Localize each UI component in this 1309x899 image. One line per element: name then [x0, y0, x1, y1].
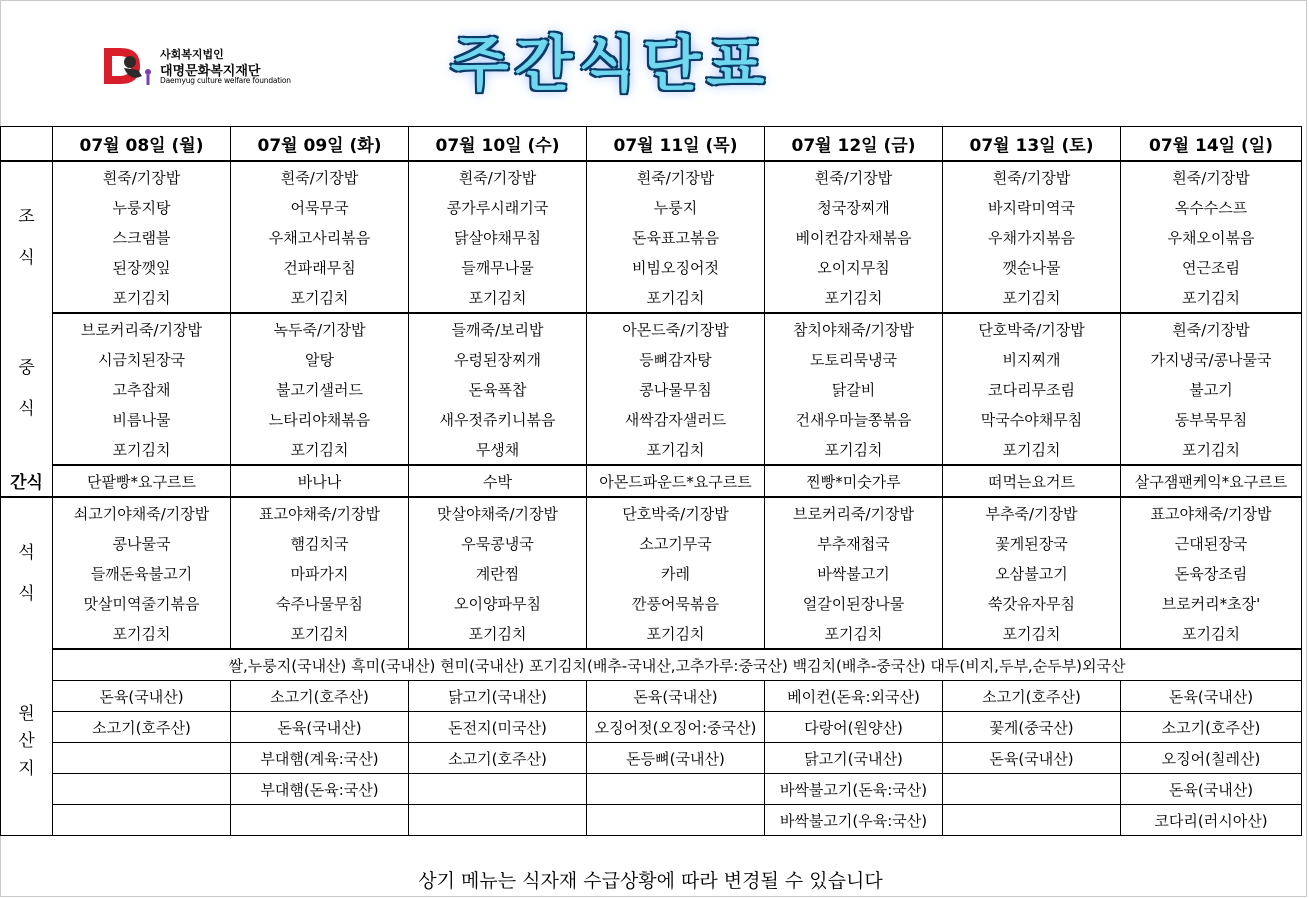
day-header: 07월 12일 (금) — [765, 127, 943, 162]
lunch-dish: 녹두죽/기장밥 — [231, 313, 409, 344]
origin-item: 베이컨(돈육:외국산) — [765, 681, 943, 712]
page-title: 주간식단표 — [450, 30, 771, 100]
weekly-menu-table — [0, 126, 1302, 836]
lunch-dish: 건새우마늘쫑볶음 — [765, 404, 943, 434]
breakfast-dish: 포기김치 — [409, 282, 587, 313]
logo-line1: 사회복지법인 — [160, 48, 224, 61]
breakfast-row — [1, 192, 1302, 222]
dinner-dish: 브로커리죽/기장밥 — [765, 497, 943, 528]
origin-item — [231, 805, 409, 836]
lunch-row — [1, 313, 1302, 344]
lunch-dish: 참치야채죽/기장밥 — [765, 313, 943, 344]
snack-label: 간식 — [1, 465, 53, 497]
breakfast-dish: 흰죽/기장밥 — [231, 161, 409, 192]
breakfast-dish: 포기김치 — [53, 282, 231, 313]
dinner-dish: 포기김치 — [765, 618, 943, 649]
logo-line3: Daemyug culture welfare foundation — [160, 76, 291, 85]
day-header: 07월 09일 (화) — [231, 127, 409, 162]
origin-item: 코다리(러시아산) — [1121, 805, 1302, 836]
breakfast-dish: 스크램블 — [53, 222, 231, 252]
breakfast-dish: 우채가지볶음 — [943, 222, 1121, 252]
origin-item: 돈전지(미국산) — [409, 712, 587, 743]
origin-item — [943, 805, 1121, 836]
dinner-dish: 들깨돈육불고기 — [53, 558, 231, 588]
origin-row — [1, 681, 1302, 712]
breakfast-dish: 청국장찌개 — [765, 192, 943, 222]
lunch-label — [1, 313, 53, 465]
breakfast-dish: 된장깻잎 — [53, 252, 231, 282]
origin-row — [1, 743, 1302, 774]
lunch-dish: 가지냉국/콩나물국 — [1121, 344, 1302, 374]
origin-item — [53, 774, 231, 805]
breakfast-row — [1, 282, 1302, 313]
breakfast-dish: 건파래무침 — [231, 252, 409, 282]
lunch-dish: 포기김치 — [587, 434, 765, 465]
lunch-dish: 돈육폭찹 — [409, 374, 587, 404]
foundation-logo-icon — [100, 42, 158, 88]
breakfast-row — [1, 161, 1302, 192]
origin-label-char: 지 — [18, 758, 35, 779]
dinner-dish: 부추재첩국 — [765, 528, 943, 558]
dinner-dish: 포기김치 — [231, 618, 409, 649]
lunch-dish: 불고기샐러드 — [231, 374, 409, 404]
lunch-row — [1, 374, 1302, 404]
origin-item: 소고기(호주산) — [943, 681, 1121, 712]
dinner-dish: 꽃게된장국 — [943, 528, 1121, 558]
lunch-dish: 포기김치 — [53, 434, 231, 465]
lunch-dish: 비름나물 — [53, 404, 231, 434]
snack-item: 찐빵*미숫가루 — [765, 465, 943, 497]
lunch-dish: 막국수야채무침 — [943, 404, 1121, 434]
lunch-dish: 아몬드죽/기장밥 — [587, 313, 765, 344]
breakfast-dish: 바지락미역국 — [943, 192, 1121, 222]
dinner-dish: 오삼불고기 — [943, 558, 1121, 588]
origin-item: 돈육(국내산) — [231, 712, 409, 743]
lunch-dish: 들깨죽/보리밥 — [409, 313, 587, 344]
lunch-dish: 알탕 — [231, 344, 409, 374]
breakfast-dish: 옥수수스프 — [1121, 192, 1302, 222]
breakfast-dish: 포기김치 — [231, 282, 409, 313]
breakfast-dish: 콩가루시래기국 — [409, 192, 587, 222]
dinner-dish: 깐풍어묵볶음 — [587, 588, 765, 618]
breakfast-dish: 포기김치 — [1121, 282, 1302, 313]
dinner-dish: 포기김치 — [943, 618, 1121, 649]
dinner-dish: 맛살미역줄기볶음 — [53, 588, 231, 618]
breakfast-dish: 포기김치 — [943, 282, 1121, 313]
origin-item: 소고기(호주산) — [1121, 712, 1302, 743]
lunch-dish: 코다리무조림 — [943, 374, 1121, 404]
snack-item: 아몬드파운드*요구르트 — [587, 465, 765, 497]
lunch-dish: 새우젓쥬키니볶음 — [409, 404, 587, 434]
origin-item: 오징어(칠레산) — [1121, 743, 1302, 774]
breakfast-dish: 어묵무국 — [231, 192, 409, 222]
breakfast-label — [1, 161, 53, 313]
corner-cell — [1, 127, 53, 162]
breakfast-dish: 연근조림 — [1121, 252, 1302, 282]
dinner-dish: 오이양파무침 — [409, 588, 587, 618]
dinner-dish: 쑥갓유자무침 — [943, 588, 1121, 618]
breakfast-label-top: 조 — [18, 206, 35, 227]
breakfast-dish: 흰죽/기장밥 — [943, 161, 1121, 192]
breakfast-dish: 오이지무침 — [765, 252, 943, 282]
dinner-dish: 맛살야채죽/기장밥 — [409, 497, 587, 528]
origin-item: 소고기(호주산) — [231, 681, 409, 712]
origin-item: 돈육(국내산) — [53, 681, 231, 712]
dinner-dish: 마파가지 — [231, 558, 409, 588]
origin-item — [53, 805, 231, 836]
breakfast-dish: 포기김치 — [587, 282, 765, 313]
lunch-dish: 비지찌개 — [943, 344, 1121, 374]
dinner-dish: 콩나물국 — [53, 528, 231, 558]
lunch-dish: 시금치된장국 — [53, 344, 231, 374]
lunch-dish: 고추잡채 — [53, 374, 231, 404]
dinner-row — [1, 558, 1302, 588]
origin-summary: 쌀,누룽지(국내산) 흑미(국내산) 현미(국내산) 포기김치(배추-국내산,고추가루:중국산) 백김치(배추-중국산) 대두(비지,두부,순두부)외국산 — [53, 649, 1302, 681]
snack-item: 떠먹는요거트 — [943, 465, 1121, 497]
lunch-dish: 포기김치 — [943, 434, 1121, 465]
dinner-dish: 얼갈이된장나물 — [765, 588, 943, 618]
day-header: 07월 14일 (일) — [1121, 127, 1302, 162]
lunch-dish: 닭갈비 — [765, 374, 943, 404]
day-header: 07월 11일 (목) — [587, 127, 765, 162]
logo-line2: 대명문화복지재단 — [160, 64, 261, 79]
lunch-row — [1, 404, 1302, 434]
dinner-dish: 우묵콩냉국 — [409, 528, 587, 558]
origin-item — [587, 805, 765, 836]
origin-row — [1, 774, 1302, 805]
breakfast-dish: 포기김치 — [765, 282, 943, 313]
snack-item: 단팥빵*요구르트 — [53, 465, 231, 497]
origin-item — [409, 805, 587, 836]
snack-item: 바나나 — [231, 465, 409, 497]
dinner-label-top: 석 — [18, 542, 35, 563]
breakfast-dish: 흰죽/기장밥 — [587, 161, 765, 192]
breakfast-row — [1, 252, 1302, 282]
breakfast-dish: 흰죽/기장밥 — [1121, 161, 1302, 192]
footer-notice: 상기 메뉴는 식자재 수급상황에 따라 변경될 수 있습니다 — [418, 870, 883, 892]
dinner-dish: 소고기무국 — [587, 528, 765, 558]
origin-row — [1, 805, 1302, 836]
origin-item — [409, 774, 587, 805]
lunch-row — [1, 344, 1302, 374]
snack-item: 수박 — [409, 465, 587, 497]
origin-item: 돈육(국내산) — [1121, 681, 1302, 712]
origin-item: 돈육(국내산) — [1121, 774, 1302, 805]
lunch-label-bottom: 식 — [18, 399, 35, 419]
dinner-dish: 표고야채죽/기장밥 — [1121, 497, 1302, 528]
lunch-dish: 단호박죽/기장밥 — [943, 313, 1121, 344]
lunch-dish: 동부묵무침 — [1121, 404, 1302, 434]
snack-item: 살구잼팬케익*요구르트 — [1121, 465, 1302, 497]
origin-summary-row — [1, 649, 1302, 681]
dinner-dish: 숙주나물무침 — [231, 588, 409, 618]
breakfast-dish: 깻순나물 — [943, 252, 1121, 282]
breakfast-label-bottom: 식 — [18, 247, 35, 268]
dinner-dish: 포기김치 — [1121, 618, 1302, 649]
breakfast-dish: 흰죽/기장밥 — [409, 161, 587, 192]
breakfast-dish: 흰죽/기장밥 — [53, 161, 231, 192]
day-header: 07월 13일 (토) — [943, 127, 1121, 162]
day-header: 07월 10일 (수) — [409, 127, 587, 162]
origin-item: 다랑어(원양산) — [765, 712, 943, 743]
origin-item: 돈육(국내산) — [587, 681, 765, 712]
lunch-dish: 포기김치 — [231, 434, 409, 465]
dinner-dish: 쇠고기야채죽/기장밥 — [53, 497, 231, 528]
origin-label — [1, 649, 53, 836]
dinner-dish: 햄김치국 — [231, 528, 409, 558]
origin-item: 닭고기(국내산) — [765, 743, 943, 774]
breakfast-dish: 닭살야채무침 — [409, 222, 587, 252]
breakfast-dish: 들깨무나물 — [409, 252, 587, 282]
origin-item: 소고기(호주산) — [409, 743, 587, 774]
breakfast-dish: 베이컨감자채볶음 — [765, 222, 943, 252]
breakfast-row — [1, 222, 1302, 252]
dinner-dish: 브로커리*초장' — [1121, 588, 1302, 618]
lunch-dish: 불고기 — [1121, 374, 1302, 404]
origin-item: 바싹불고기(우육:국산) — [765, 805, 943, 836]
dinner-dish: 카레 — [587, 558, 765, 588]
breakfast-dish: 흰죽/기장밥 — [765, 161, 943, 192]
origin-item: 꽃게(중국산) — [943, 712, 1121, 743]
dinner-dish: 포기김치 — [53, 618, 231, 649]
origin-label-char: 원 — [18, 704, 35, 725]
origin-label-char: 산 — [18, 731, 35, 752]
origin-item: 바싹불고기(돈육:국산) — [765, 774, 943, 805]
breakfast-dish: 우채고사리볶음 — [231, 222, 409, 252]
dinner-dish: 근대된장국 — [1121, 528, 1302, 558]
origin-item — [943, 774, 1121, 805]
lunch-dish: 콩나물무침 — [587, 374, 765, 404]
dinner-label — [1, 497, 53, 649]
day-header: 07월 08일 (월) — [53, 127, 231, 162]
lunch-dish: 흰죽/기장밥 — [1121, 313, 1302, 344]
origin-item: 소고기(호주산) — [53, 712, 231, 743]
lunch-dish: 포기김치 — [1121, 434, 1302, 465]
breakfast-dish: 누룽지탕 — [53, 192, 231, 222]
origin-item: 부대햄(돈육:국산) — [231, 774, 409, 805]
dinner-dish: 바싹불고기 — [765, 558, 943, 588]
origin-item: 돈육(국내산) — [943, 743, 1121, 774]
lunch-row — [1, 434, 1302, 465]
origin-item: 오징어젓(오징어:중국산) — [587, 712, 765, 743]
dinner-row — [1, 528, 1302, 558]
lunch-dish: 무생채 — [409, 434, 587, 465]
dinner-row — [1, 497, 1302, 528]
dinner-row — [1, 618, 1302, 649]
origin-item — [587, 774, 765, 805]
lunch-dish: 느타리야채볶음 — [231, 404, 409, 434]
dinner-dish: 돈육장조림 — [1121, 558, 1302, 588]
dinner-dish: 단호박죽/기장밥 — [587, 497, 765, 528]
breakfast-dish: 누룽지 — [587, 192, 765, 222]
origin-item: 돈등뼈(국내산) — [587, 743, 765, 774]
dinner-label-bottom: 식 — [18, 583, 35, 604]
lunch-dish: 우렁된장찌개 — [409, 344, 587, 374]
origin-row — [1, 712, 1302, 743]
origin-item — [53, 743, 231, 774]
dinner-dish: 계란찜 — [409, 558, 587, 588]
snack-row — [1, 465, 1302, 497]
origin-item: 닭고기(국내산) — [409, 681, 587, 712]
breakfast-dish: 돈육표고볶음 — [587, 222, 765, 252]
day-header-row — [1, 127, 1302, 162]
lunch-dish: 새싹감자샐러드 — [587, 404, 765, 434]
dinner-dish: 부추죽/기장밥 — [943, 497, 1121, 528]
origin-item: 부대햄(계육:국산) — [231, 743, 409, 774]
lunch-dish: 도토리묵냉국 — [765, 344, 943, 374]
breakfast-dish: 비빔오징어젓 — [587, 252, 765, 282]
breakfast-dish: 우채오이볶음 — [1121, 222, 1302, 252]
lunch-dish: 등뼈감자탕 — [587, 344, 765, 374]
dinner-row — [1, 588, 1302, 618]
dinner-dish: 표고야채죽/기장밥 — [231, 497, 409, 528]
lunch-dish: 포기김치 — [765, 434, 943, 465]
foundation-logo — [100, 42, 291, 92]
lunch-label-top: 중 — [18, 358, 35, 379]
dinner-dish: 포기김치 — [587, 618, 765, 649]
lunch-dish: 브로커리죽/기장밥 — [53, 313, 231, 344]
dinner-dish: 포기김치 — [409, 618, 587, 649]
